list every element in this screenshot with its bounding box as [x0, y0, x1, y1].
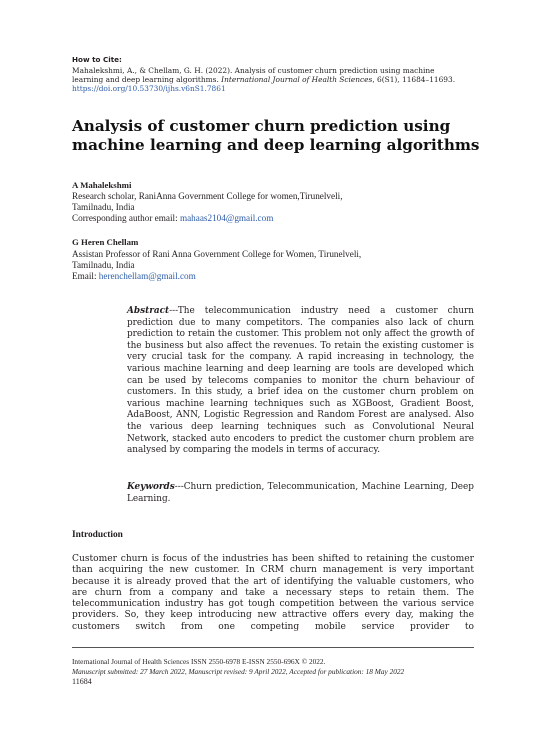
- abstract-label: Abstract: [127, 306, 170, 316]
- footer-divider: [72, 647, 474, 648]
- author-1-affiliation-line-2: Tamilnadu, India: [72, 202, 135, 212]
- introduction-paragraph: Customer churn is focus of the industries has been shifted to retaining the customer than acquiring the new customer. In CRM churn management is very important because it is already proved that the art of identifying the valuable customers, who are churn from a company and take a necessary steps to retain them. The telecommunication industry has got tough competition between the various service providers. So, they keep introducing new attractive offers every day, making the customers switch from one competing mobile service provider to: [72, 554, 474, 632]
- paper-title: Analysis of customer churn prediction using machine learning and deep learning algorithms: [72, 117, 480, 154]
- citation-line-2: [72, 75, 455, 84]
- citation-title-part: learning and deep learning algorithms.: [72, 75, 222, 84]
- footer-manuscript-dates: Manuscript submitted: 27 March 2022, Manuscript revised: 9 April 2022, Accepted for publication: 18 May 2022: [72, 667, 405, 676]
- author-2-email-line: [72, 271, 196, 283]
- author-1-affiliation-line-1: Research scholar, RaniAnna Government College for women,Tirunelveli,: [72, 191, 343, 201]
- author-2-affiliation-line-1: Assistan Professor of Rani Anna Government College for Women, Tirunelveli,: [72, 249, 362, 259]
- abstract-text: The telecommunication industry need a customer churn prediction due to many competitors. The companies also lack of churn prediction to retain the customer. This problem not only affect the growth of the business but also affect the revenues. To retain the existing customer is very crucial task for the company. A rapid increasing in technology, the various machine learning and deep learning are tools are developed which can be used by telecoms companies to monitor the churn behaviour of customers. In this study, a brief idea on the customer churn problem on various machine learning techniques such as XGBoost, Gradient Boost, AdaBoost, ANN, Logistic Regression and Random Forest are analysed. Also the various deep learning techniques such as Convolutional Neural Network, stacked auto encoders to predict the customer churn problem are analysed by comparing the models in terms of accuracy.: [127, 306, 474, 456]
- keywords-separator: ---: [174, 482, 184, 492]
- author-2-name: G Heren Chellam: [72, 237, 139, 247]
- footer-journal-info: International Journal of Health Sciences ISSN 2550-6978 E-ISSN 2550-696X © 2022.: [72, 657, 326, 666]
- author-2-email-link[interactable]: herenchellam@gmail.com: [98, 271, 196, 281]
- author-2-affiliation-line-2: Tamilnadu, India: [72, 260, 135, 270]
- author-1-email-link[interactable]: mahaas2104@gmail.com: [179, 213, 274, 223]
- citation-line-1: Mahalekshmi, A., & Chellam, G. H. (2022). Analysis of customer churn prediction using machine: [72, 66, 435, 75]
- author-1-email-label: Corresponding author email:: [72, 213, 180, 223]
- page-number: 11684: [72, 677, 92, 686]
- author-1-email-line: [72, 213, 273, 225]
- author-1-name: A Mahalekshmi: [72, 180, 132, 190]
- author-2-email-label: Email:: [72, 271, 99, 281]
- doi-link[interactable]: https://doi.org/10.53730/ijhs.v6nS1.7861: [72, 84, 226, 93]
- introduction-heading: Introduction: [72, 530, 123, 540]
- abstract-separator: ---: [169, 306, 178, 316]
- keywords-label: Keywords: [127, 482, 175, 492]
- abstract-block: [127, 306, 474, 457]
- keywords-text: Churn prediction, Telecommunication, Machine Learning, Deep Learning.: [127, 482, 474, 504]
- how-to-cite-heading: How to Cite:: [72, 55, 122, 64]
- keywords-block: [127, 482, 474, 505]
- citation-volume: , 6(S1), 11684–11693.: [372, 75, 456, 84]
- citation-journal: International Journal of Health Sciences: [221, 75, 373, 84]
